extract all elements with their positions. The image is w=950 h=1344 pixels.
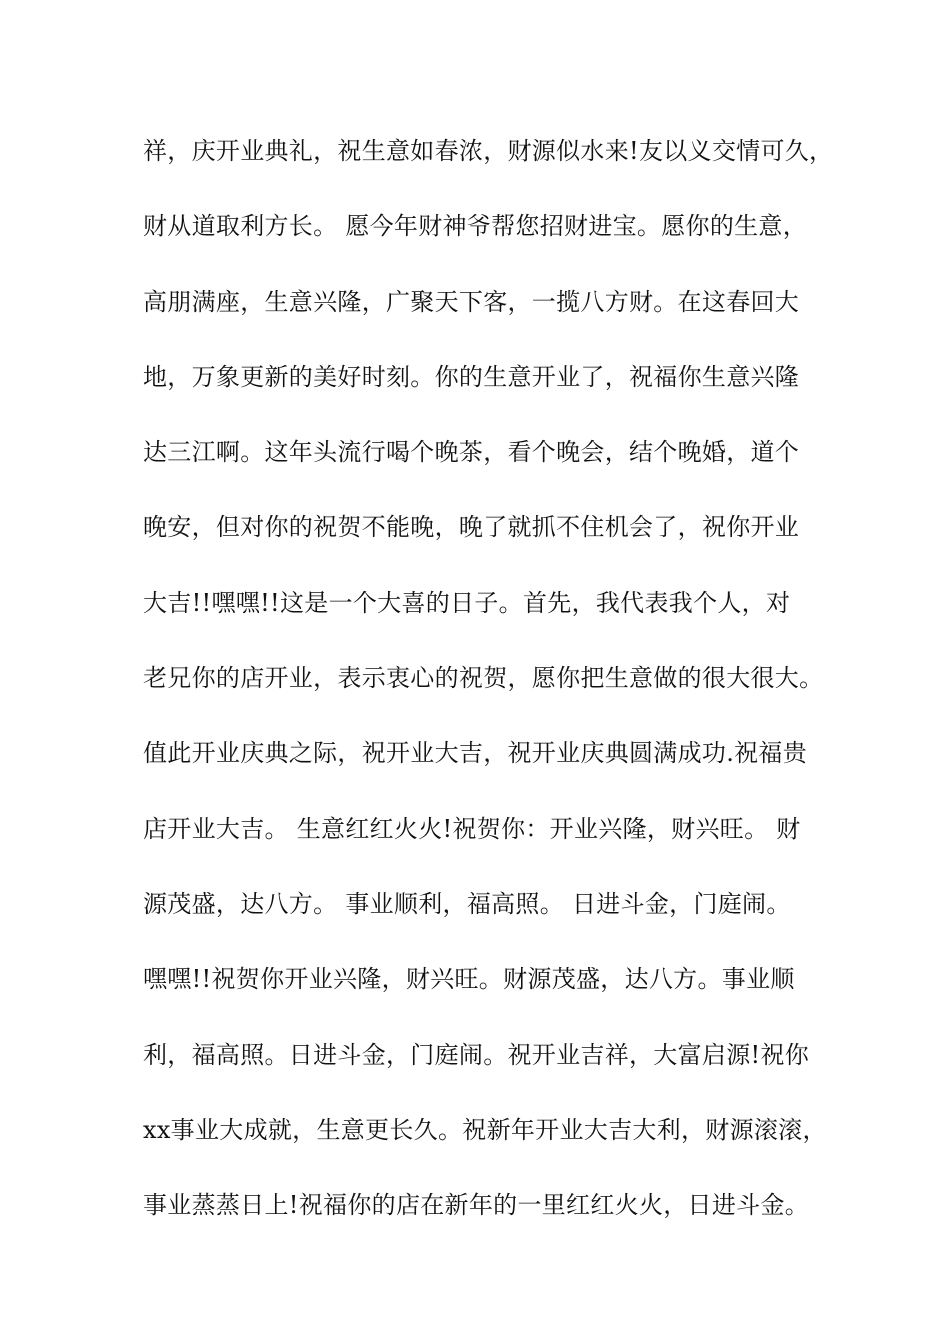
text-line-8: 老兄你的店开业，表示衷心的祝贺，愿你把生意做的很大很大。 [143, 664, 824, 693]
text-line-11: 源茂盛，达八方。 事业顺利，福高照。 日进斗金，门庭闹。 [143, 889, 791, 918]
text-line-3: 高朋满座，生意兴隆，广聚天下客，一揽八方财。在这春回大 [143, 287, 800, 316]
body-text [143, 128, 843, 1257]
text-line-12: 嘿嘿!!祝贺你开业兴隆，财兴旺。财源茂盛，达八方。事业顺 [143, 965, 795, 994]
text-line-5: 达三江啊。这年头流行喝个晚茶，看个晚会，结个晚婚，道个 [143, 438, 800, 467]
text-line-10: 店开业大吉。 生意红红火火!祝贺你：开业兴隆，财兴旺。 财 [143, 814, 801, 843]
text-line-6: 晚安，但对你的祝贺不能晚，晚了就抓不住机会了，祝你开业 [143, 513, 800, 542]
text-line-15: 事业蒸蒸日上!祝福你的店在新年的一里红红火火，日进斗金。 [143, 1191, 810, 1220]
text-line-13: 利，福高照。日进斗金，门庭闹。祝开业吉祥，大富启源!祝你 [143, 1040, 810, 1069]
text-line-2: 财从道取利方长。 愿今年财神爷帮您招财进宝。愿你的生意， [143, 212, 808, 241]
text-line-4: 地，万象更新的美好时刻。你的生意开业了，祝福你生意兴隆 [143, 362, 800, 391]
text-line-14: xx事业大成就，生意更长久。祝新年开业大吉大利，财源滚滚， [143, 1115, 827, 1144]
text-line-7: 大吉!!嘿嘿!!这是一个大喜的日子。首先，我代表我个人，对 [143, 588, 791, 617]
text-line-1: 祥，庆开业典礼，祝生意如春浓，财源似水来!友以义交情可久， [143, 137, 834, 165]
text-line-9: 值此开业庆典之际，祝开业大吉，祝开业庆典圆满成功.祝福贵 [143, 739, 808, 768]
